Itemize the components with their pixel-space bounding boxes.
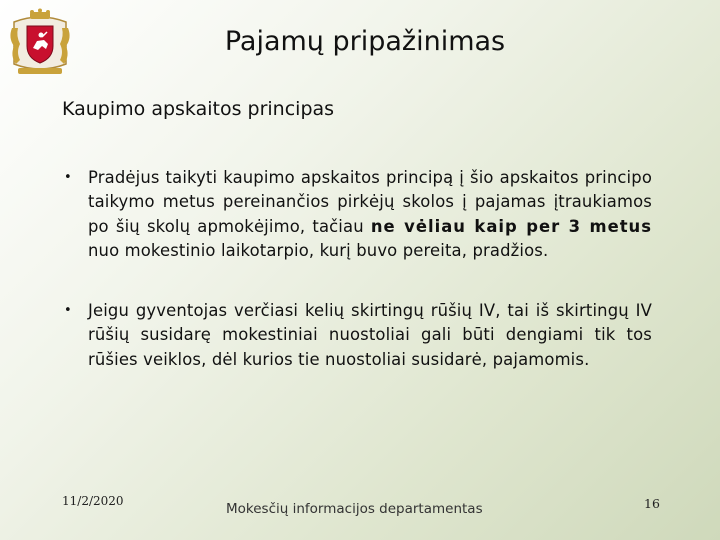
footer-date: 11/2/2020 xyxy=(62,494,124,508)
bullet-text-part: nuo mokestinio laikotarpio, kurį buvo pereita, pradžios. xyxy=(88,240,549,260)
section-subtitle: Kaupimo apskaitos principas xyxy=(62,98,335,120)
bullet-item-losses xyxy=(62,299,652,372)
bullet-text: Jeigu gyventojas verčiasi kelių skirtingų rūšių IV, tai iš skirtingų IV rūšių susidarę mokestiniai nuostoliai gali būti dengiami tik tos rūšies veiklos, dėl kurios tie nuostoliai susidarė, pajamomis. xyxy=(88,301,652,369)
bullet-dot: • xyxy=(64,170,72,185)
page-title: Pajamų pripažinimas xyxy=(224,26,506,57)
bullet-emphasis: ne vėliau kaip per 3 metus xyxy=(370,216,652,236)
bullet-item-accrual xyxy=(62,166,652,263)
bullet-list xyxy=(62,166,652,372)
footer-department: Mokesčių informacijos departamentas xyxy=(226,501,483,517)
bullet-dot: • xyxy=(64,303,72,319)
page-number: 16 xyxy=(644,496,660,511)
bullet-text-part: Pradėjus taikyti kaupimo apskaitos principą į šio apskaitos principo taikymo metus pereinančios pirkėjų skolos į pajamas įtraukiamos po šių skolų apmokėjimo, tačiau xyxy=(88,168,652,236)
